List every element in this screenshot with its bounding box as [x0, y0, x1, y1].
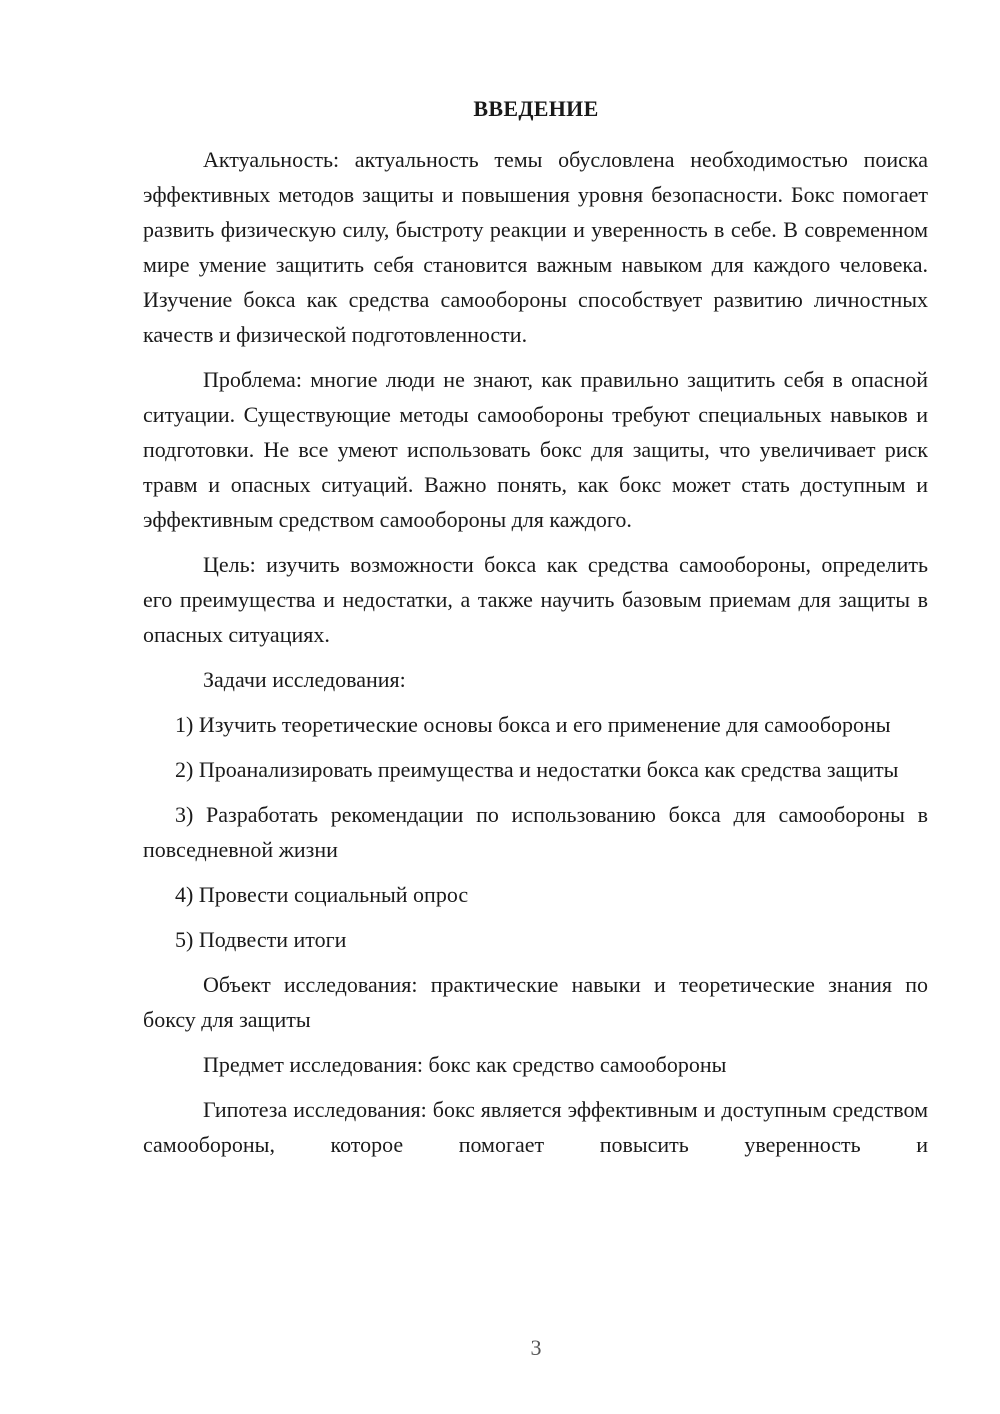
task-item-4: 4) Провести социальный опрос — [175, 882, 469, 907]
paragraph-hypothesis: Гипотеза исследования: бокс является эффективным и доступным средством самообороны, которое помогает повысить уверенность и — [143, 1097, 928, 1157]
task-item-5: 5) Подвести итоги — [175, 927, 347, 952]
paragraph-object: Объект исследования: практические навыки и теоретические знания по боксу для защиты — [143, 972, 928, 1032]
document-body — [143, 142, 928, 1172]
paragraph-goal: Цель: изучить возможности бокса как средства самообороны, определить его преимущества и недостатки, а также научить базовым приемам для защиты в опасных ситуациях. — [143, 552, 928, 647]
paragraph-problem: Проблема: многие люди не знают, как правильно защитить себя в опасной ситуации. Существующие методы самообороны требуют специальных навыков и подготовки. Не все умеют использовать бокс для защиты, что увеличивает риск травм и опасных ситуаций. Важно понять, как бокс может стать доступным и эффективным средством самообороны для каждого. — [143, 367, 928, 532]
section-heading: ВВЕДЕНИЕ — [473, 96, 599, 121]
paragraph-tasks-heading: Задачи исследования: — [203, 667, 406, 692]
page-number: 3 — [530, 1335, 542, 1360]
paragraph-relevance: Актуальность: актуальность темы обусловлена необходимостью поиска эффективных методов защиты и повышения уровня безопасности. Бокс помогает развить физическую силу, быстроту реакции и уверенность в себе. В современном мире умение защитить себя становится важным навыком для каждого человека. Изучение бокса как средства самообороны способствует развитию личностных качеств и физической подготовленности. — [143, 147, 928, 347]
task-item-1: 1) Изучить теоретические основы бокса и его применение для самообороны — [175, 712, 891, 737]
task-item-3: 3) Разработать рекомендации по использованию бокса для самообороны в повседневной жизни — [143, 802, 928, 862]
task-item-2: 2) Проанализировать преимущества и недостатки бокса как средства защиты — [175, 757, 899, 782]
paragraph-subject: Предмет исследования: бокс как средство самообороны — [203, 1052, 727, 1077]
